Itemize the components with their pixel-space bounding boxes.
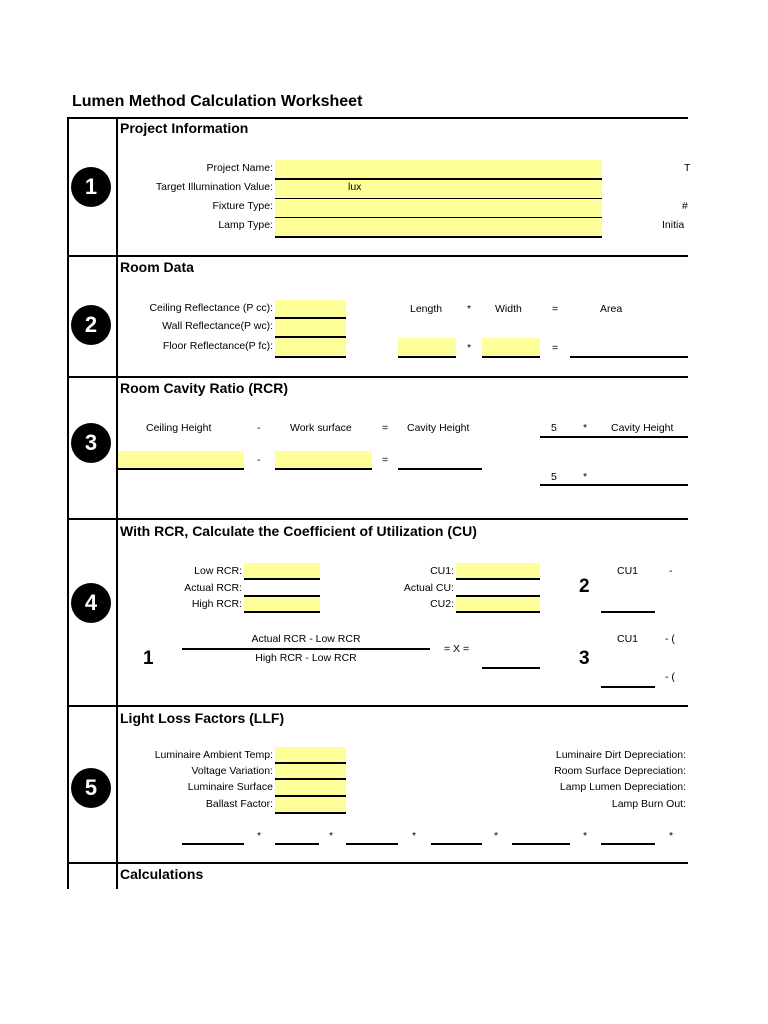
divider-5-6 bbox=[67, 862, 688, 864]
ambient-temp-field[interactable] bbox=[275, 747, 346, 764]
llf-line-1[interactable] bbox=[182, 843, 244, 845]
section-4-number: 4 bbox=[71, 583, 111, 623]
llf-line-2[interactable] bbox=[275, 843, 319, 845]
llf-line-3[interactable] bbox=[346, 843, 398, 845]
step-2-label: 2 bbox=[579, 576, 590, 597]
voltage-variation-label: Voltage Variation: bbox=[191, 765, 273, 777]
step-2-result-line[interactable] bbox=[601, 611, 655, 613]
five-numerator: 5 bbox=[551, 422, 557, 434]
fixture-type-label: Fixture Type: bbox=[212, 200, 273, 212]
page-title: Lumen Method Calculation Worksheet bbox=[72, 93, 363, 110]
actual-cu-label: Actual CU: bbox=[403, 582, 454, 594]
llf-times-6: * bbox=[669, 830, 674, 842]
floor-reflectance-label: Floor Reflectance(P fc): bbox=[162, 340, 273, 352]
llf-times-1: * bbox=[257, 830, 262, 842]
equals-sign-2: = bbox=[552, 342, 559, 354]
fraction-denominator: High RCR - Low RCR bbox=[255, 652, 357, 664]
wall-reflectance-field[interactable] bbox=[275, 319, 346, 338]
x-result-line[interactable] bbox=[482, 667, 540, 669]
work-surface-label: Work surface bbox=[290, 422, 352, 434]
lamp-burn-out-label: Lamp Burn Out: bbox=[611, 798, 686, 810]
project-name-label: Project Name: bbox=[206, 162, 273, 174]
minus-sign-2: - bbox=[257, 454, 261, 466]
area-label: Area bbox=[600, 303, 623, 315]
fraction-bar bbox=[182, 648, 430, 650]
five-denominator: 5 bbox=[551, 471, 557, 483]
top-border bbox=[67, 117, 688, 119]
right-fragment-3: Initia bbox=[662, 219, 685, 231]
step-3-label: 3 bbox=[579, 648, 590, 669]
floor-reflectance-field[interactable] bbox=[275, 338, 346, 358]
right-fragment-1: T bbox=[684, 162, 691, 174]
section-2-heading: Room Data bbox=[120, 259, 194, 275]
cavity-height-label: Cavity Height bbox=[407, 422, 470, 434]
right-fragment-2: # bbox=[682, 200, 688, 212]
minus-sign: - bbox=[257, 422, 261, 434]
llf-times-3: * bbox=[412, 830, 417, 842]
ballast-factor-label: Ballast Factor: bbox=[205, 798, 273, 810]
lamp-lumen-depreciation-label: Lamp Lumen Depreciation: bbox=[559, 781, 686, 793]
llf-line-4[interactable] bbox=[431, 843, 482, 845]
length-label: Length bbox=[410, 303, 443, 315]
high-rcr-label: High RCR: bbox=[191, 598, 242, 610]
project-name-field[interactable] bbox=[275, 160, 602, 180]
actual-rcr-label: Actual RCR: bbox=[184, 582, 242, 594]
section-6-heading: Calculations bbox=[120, 866, 204, 882]
section-5-heading: Light Loss Factors (LLF) bbox=[120, 710, 285, 726]
wall-reflectance-label: Wall Reflectance(P wc): bbox=[162, 320, 273, 332]
rcr-denominator-line bbox=[540, 484, 688, 486]
x-equals-label: = X = bbox=[444, 643, 470, 655]
cu1-formula-a: CU1 bbox=[617, 565, 639, 577]
dash-formula-b: - ( bbox=[665, 633, 675, 645]
actual-cu-line[interactable] bbox=[456, 580, 540, 597]
times-sign-2: * bbox=[467, 342, 472, 354]
times-sign-3: * bbox=[583, 422, 588, 434]
dirt-depreciation-label: Luminaire Dirt Depreciation: bbox=[555, 749, 686, 761]
ambient-temp-label: Luminaire Ambient Temp: bbox=[154, 749, 273, 761]
cu1-field[interactable] bbox=[456, 563, 540, 580]
actual-rcr-line[interactable] bbox=[244, 580, 320, 597]
llf-line-5[interactable] bbox=[512, 843, 570, 845]
ceiling-height-label: Ceiling Height bbox=[146, 422, 212, 434]
low-rcr-field[interactable] bbox=[244, 563, 320, 580]
rcr-fraction-bar bbox=[540, 436, 688, 438]
equals-sign-3: = bbox=[382, 422, 389, 434]
target-illumination-field[interactable] bbox=[275, 180, 602, 200]
section-3-heading: Room Cavity Ratio (RCR) bbox=[120, 380, 289, 396]
target-illumination-label: Target Illumination Value: bbox=[155, 181, 273, 193]
llf-times-5: * bbox=[583, 830, 588, 842]
section-5-number: 5 bbox=[71, 768, 111, 808]
cu2-label: CU2: bbox=[430, 598, 454, 610]
equals-sign-4: = bbox=[382, 454, 389, 466]
dash-formula-a: - bbox=[669, 565, 673, 577]
lamp-type-label: Lamp Type: bbox=[218, 219, 273, 231]
times-sign-4: * bbox=[583, 471, 588, 483]
section-4-heading: With RCR, Calculate the Coefficient of Utilization (CU) bbox=[120, 523, 477, 539]
ceiling-reflectance-field[interactable] bbox=[275, 300, 346, 319]
length-field[interactable] bbox=[398, 338, 456, 358]
fixture-type-field[interactable] bbox=[275, 199, 602, 219]
luminaire-surface-field[interactable] bbox=[275, 780, 346, 797]
width-field[interactable] bbox=[482, 338, 540, 358]
divider-4-5 bbox=[67, 705, 688, 707]
lamp-type-field[interactable] bbox=[275, 218, 602, 238]
llf-times-4: * bbox=[494, 830, 499, 842]
section-1-heading: Project Information bbox=[120, 120, 249, 136]
cu1-formula-b: CU1 bbox=[617, 633, 639, 645]
dash-formula-c: - ( bbox=[665, 671, 675, 683]
fraction-numerator: Actual RCR - Low RCR bbox=[251, 633, 361, 645]
llf-times-2: * bbox=[329, 830, 334, 842]
cu2-field[interactable] bbox=[456, 597, 540, 613]
cavity-height-result-line[interactable] bbox=[398, 451, 482, 470]
ceiling-height-field[interactable] bbox=[118, 451, 244, 470]
step-1-label: 1 bbox=[143, 648, 154, 669]
llf-line-6[interactable] bbox=[601, 843, 655, 845]
ballast-factor-field[interactable] bbox=[275, 797, 346, 814]
work-surface-field[interactable] bbox=[275, 451, 372, 470]
width-label: Width bbox=[495, 303, 522, 315]
divider-1-2 bbox=[67, 255, 688, 257]
step-3-result-line[interactable] bbox=[601, 686, 655, 688]
equals-sign: = bbox=[552, 303, 559, 315]
section-1-number: 1 bbox=[71, 167, 111, 207]
outer-left-border bbox=[67, 117, 69, 889]
cu1-label: CU1: bbox=[430, 565, 454, 577]
high-rcr-field[interactable] bbox=[244, 597, 320, 613]
divider-3-4 bbox=[67, 518, 688, 520]
cavity-height-label-2: Cavity Height bbox=[611, 422, 674, 434]
ceiling-reflectance-label: Ceiling Reflectance (P cc): bbox=[149, 302, 273, 314]
area-result-line[interactable] bbox=[570, 338, 688, 358]
section-2-number: 2 bbox=[71, 305, 111, 345]
divider-2-3 bbox=[67, 376, 688, 378]
times-sign: * bbox=[467, 303, 472, 315]
voltage-variation-field[interactable] bbox=[275, 764, 346, 780]
room-surface-depreciation-label: Room Surface Depreciation: bbox=[554, 765, 686, 777]
section-divider-vertical bbox=[116, 117, 118, 889]
low-rcr-label: Low RCR: bbox=[194, 565, 242, 577]
section-3-number: 3 bbox=[71, 423, 111, 463]
lux-unit: lux bbox=[348, 181, 362, 193]
luminaire-surface-label: Luminaire Surface bbox=[187, 781, 273, 793]
